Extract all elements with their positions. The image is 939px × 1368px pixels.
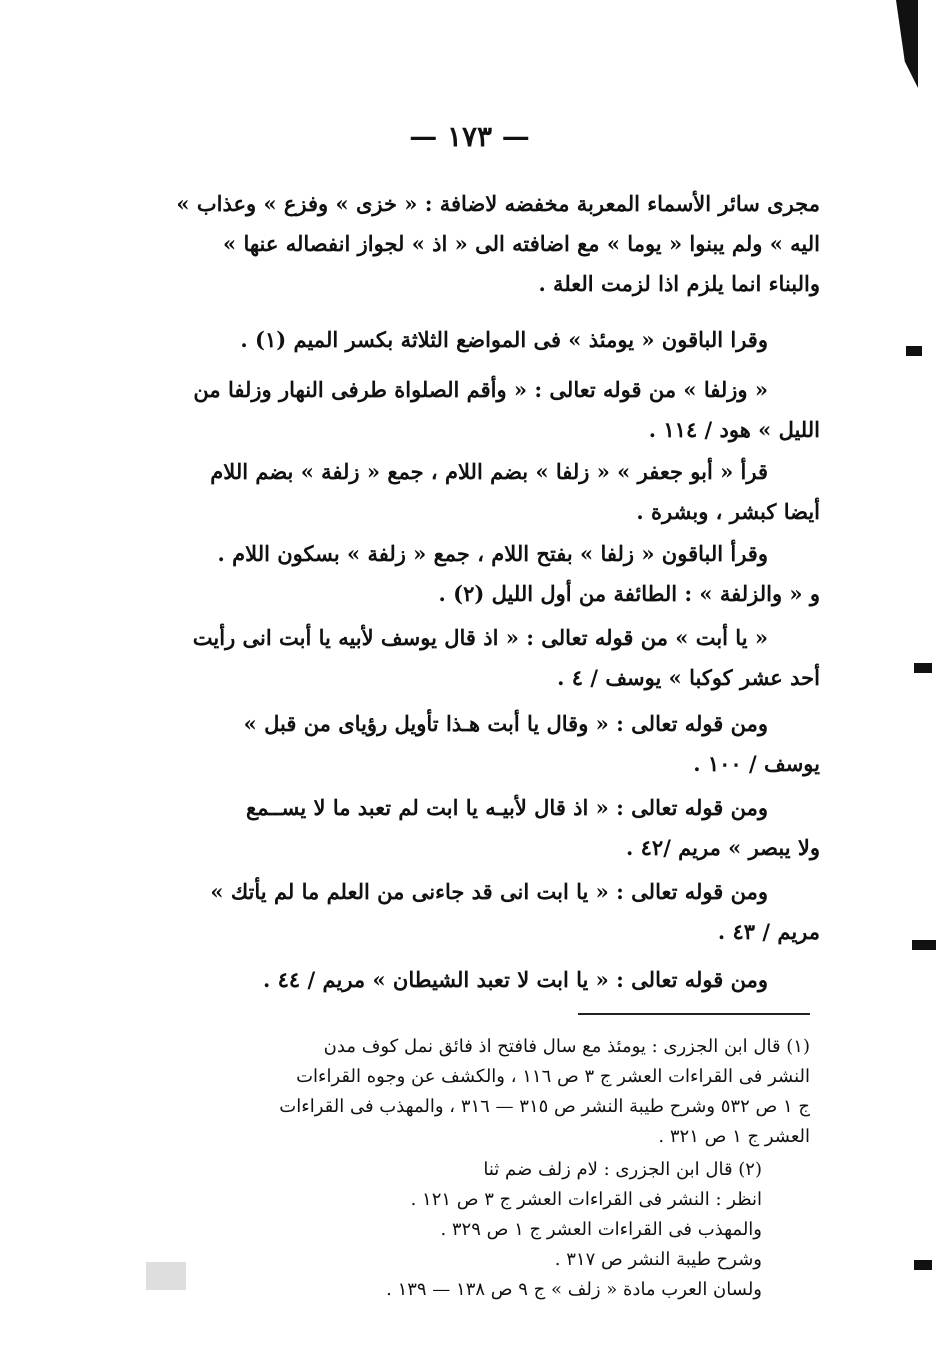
text-line: والبناء انما يلزم اذا لزمت العلة . [538,271,820,296]
footnote-line: النشر فى القراءات العشر ج ٣ ص ١١٦ ، والكشف عن وجوه القراءات [296,1066,810,1087]
paragraph-3 [140,370,820,450]
text-line: ومن قوله تعالى : « يا ابت لا تعبد الشيطان » مريم / ٤٤ . [263,967,768,992]
text-line: مجرى سائر الأسماء المعربة مخفضه لاضافة : « خزى » وفزع » وعذاب » [176,191,820,216]
text-line: « يا أبت » من قوله تعالى : « اذ قال يوسف لأبيه يا أبت انى رأيت [192,625,768,650]
text-line: و « والزلفة » : الطائفة من أول الليل (٢) . [438,581,820,606]
footnote-line: (١) قال ابن الجزرى : يومئذ مع سال فافتح اذ فائق نمل كوف مدن [323,1036,810,1057]
text-line: « وزلفا » من قوله تعالى : « وأقم الصلواة طرفى النهار وزلفا من [193,377,768,402]
text-line: وقرأ الباقون « زلفا » بفتح اللام ، جمع « زلفة » بسكون اللام . [217,541,768,566]
text-line: أحد عشر كوكبا » يوسف / ٤ . [557,665,820,690]
text-line: يوسف / ١٠٠ . [693,751,820,776]
text-line: ومن قوله تعالى : « اذ قال لأبيـه يا ابت لم تعبد ما لا يســمع [246,795,768,820]
paragraph-2 [140,320,820,360]
text-line: اليه » ولم يبنوا « يوما » مع اضافته الى « اذ » لجواز انفصاله عنها » [223,231,820,256]
paragraph-7 [140,704,820,784]
paragraph-8 [140,788,820,868]
text-line: ومن قوله تعالى : « وقال يا أبت هـذا تأويل رؤياى من قبل » [243,711,768,736]
scan-edge-mark-right-4 [914,1260,932,1270]
text-line: وقرا الباقون « يومئذ » فى المواضع الثلاثة بكسر الميم (١) . [240,327,768,352]
footnote-line: العشر ج ١ ص ٣٢١ . [658,1126,810,1147]
footnote-line: ج ١ ص ٥٣٢ وشرح طيبة النشر ص ٣١٥ — ٣١٦ ، والمهذب فى القراءات [279,1096,810,1117]
paragraph-4 [140,452,820,532]
footnote-line: ولسان العرب مادة « زلف » ج ٩ ص ١٣٨ — ١٣٩ . [386,1279,762,1300]
text-line: قرأ « أبو جعفر » « زلفا » بضم اللام ، جمع « زلفة » بضم اللام [210,459,768,484]
text-line: مريم / ٤٣ . [717,919,820,944]
scan-edge-mark-right-1 [906,346,922,356]
text-line: أيضا كبشر ، وبشرة . [636,499,820,524]
footnote-line: وشرح طيبة النشر ص ٣١٧ . [554,1249,762,1270]
footnote-line: والمهذب فى القراءات العشر ج ١ ص ٣٢٩ . [440,1219,762,1240]
footnote-2 [150,1155,810,1305]
scan-edge-mark-right-3 [912,940,936,950]
footnote-1 [150,1032,810,1152]
footnote-line: (٢) قال ابن الجزرى : لام زلف ضم ثنا [483,1159,762,1180]
text-line: الليل » هود / ١١٤ . [648,417,820,442]
text-line: ومن قوله تعالى : « يا ابت انى قد جاءنى من العلم ما لم يأتك » [210,879,768,904]
paragraph-1 [140,184,820,304]
paragraph-10 [140,960,820,1000]
paragraph-9 [140,872,820,952]
footnote-line: انظر : النشر فى القراءات العشر ج ٣ ص ١٢١ . [410,1189,762,1210]
text-line: ولا يبصر » مريم /٤٢ . [626,835,820,860]
scan-edge-mark-right-2 [914,663,932,673]
page-number: — ١٧٣ — [409,120,530,153]
scan-edge-mark-top-right [896,0,918,88]
paragraph-5 [140,534,820,614]
footnote-separator [578,1013,810,1015]
paragraph-6 [140,618,820,698]
